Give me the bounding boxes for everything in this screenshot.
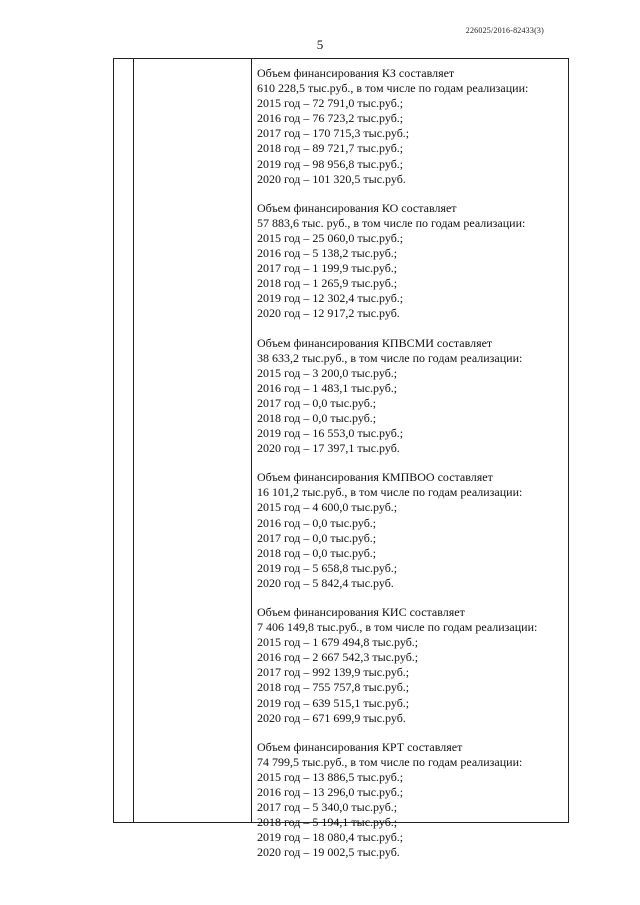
block-title: Объем финансирования КПВСМИ составляет	[257, 335, 493, 350]
block-total: 74 799,5 тыс.руб., в том числе по годам реализации:	[257, 754, 523, 769]
year-line: 2020 год – 671 699,9 тыс.руб.	[257, 710, 406, 725]
year-line: 2016 год – 5 138,2 тыс.руб.;	[257, 246, 398, 261]
document-id: 226025/2016-82433(3)	[465, 26, 544, 35]
year-line: 2020 год – 19 002,5 тыс.руб.	[257, 845, 400, 860]
year-line: 2015 год – 4 600,0 тыс.руб.;	[257, 500, 398, 515]
year-line: 2018 год – 755 757,8 тыс.руб.;	[257, 680, 410, 695]
year-line: 2019 год – 639 515,1 тыс.руб.;	[257, 695, 410, 710]
column-divider-1	[133, 59, 134, 822]
block-title: Объем финансирования КРТ составляет	[257, 739, 463, 754]
year-line: 2016 год – 13 296,0 тыс.руб.;	[257, 785, 404, 800]
year-line: 2020 год – 101 320,5 тыс.руб.	[257, 171, 406, 186]
block-title: Объем финансирования КЗ составляет	[257, 66, 455, 80]
financing-block-kz	[257, 66, 563, 187]
year-line: 2015 год – 72 791,0 тыс.руб.;	[257, 96, 404, 111]
financing-block-kpvsmi	[257, 336, 563, 457]
year-line: 2018 год – 1 265,9 тыс.руб.;	[257, 276, 398, 291]
year-line: 2017 год – 0,0 тыс.руб.;	[257, 530, 377, 545]
year-line: 2016 год – 0,0 тыс.руб.;	[257, 515, 377, 530]
block-total: 38 633,2 тыс.руб., в том числе по годам реализации:	[257, 350, 523, 365]
block-total: 7 406 149,8 тыс.руб., в том числе по годам реализации:	[257, 620, 538, 635]
financing-block-kmpvoo	[257, 470, 563, 591]
year-line: 2015 год – 3 200,0 тыс.руб.;	[257, 365, 398, 380]
year-line: 2019 год – 98 956,8 тыс.руб.;	[257, 156, 404, 171]
year-line: 2017 год – 992 139,9 тыс.руб.;	[257, 665, 410, 680]
year-line: 2018 год – 0,0 тыс.руб.;	[257, 410, 377, 425]
year-line: 2019 год – 16 553,0 тыс.руб.;	[257, 426, 404, 441]
financing-block-krt	[257, 740, 563, 861]
year-line: 2020 год – 17 397,1 тыс.руб.	[257, 441, 400, 456]
year-line: 2019 год – 12 302,4 тыс.руб.;	[257, 291, 404, 306]
block-title: Объем финансирования КИС составляет	[257, 605, 465, 619]
year-line: 2017 год – 170 715,3 тыс.руб.;	[257, 126, 410, 141]
year-line: 2018 год – 0,0 тыс.руб.;	[257, 545, 377, 560]
year-line: 2020 год – 5 842,4 тыс.руб.	[257, 575, 394, 590]
year-line: 2015 год – 13 886,5 тыс.руб.;	[257, 769, 404, 784]
year-line: 2017 год – 1 199,9 тыс.руб.;	[257, 261, 398, 276]
year-line: 2020 год – 12 917,2 тыс.руб.	[257, 306, 400, 321]
financing-block-kis	[257, 605, 563, 726]
year-line: 2017 год – 5 340,0 тыс.руб.;	[257, 800, 398, 815]
block-title: Объем финансирования КО составляет	[257, 200, 457, 215]
year-line: 2019 год – 5 658,8 тыс.руб.;	[257, 560, 398, 575]
page-number: 5	[316, 37, 324, 52]
block-title: Объем финансирования КМПВОО составляет	[257, 470, 493, 485]
year-line: 2016 год – 1 483,1 тыс.руб.;	[257, 380, 398, 395]
year-line: 2016 год – 2 667 542,3 тыс.руб.;	[257, 650, 419, 665]
column-divider-2	[251, 59, 252, 822]
year-line: 2016 год – 76 723,2 тыс.руб.;	[257, 111, 404, 126]
year-line: 2015 год – 1 679 494,8 тыс.руб.;	[257, 635, 419, 650]
year-line: 2019 год – 18 080,4 тыс.руб.;	[257, 830, 404, 845]
year-line: 2018 год – 5 194,1 тыс.руб.;	[257, 815, 398, 830]
year-line: 2015 год – 25 060,0 тыс.руб.;	[257, 230, 404, 245]
financing-block-ko	[257, 201, 563, 322]
year-line: 2017 год – 0,0 тыс.руб.;	[257, 395, 377, 410]
block-total: 610 228,5 тыс.руб., в том числе по годам реализации:	[257, 81, 529, 96]
financing-cell	[257, 66, 563, 861]
block-total: 57 883,6 тыс. руб., в том числе по годам реализации:	[257, 215, 526, 230]
block-total: 16 101,2 тыс.руб., в том числе по годам реализации:	[257, 485, 523, 500]
year-line: 2018 год – 89 721,7 тыс.руб.;	[257, 141, 404, 156]
